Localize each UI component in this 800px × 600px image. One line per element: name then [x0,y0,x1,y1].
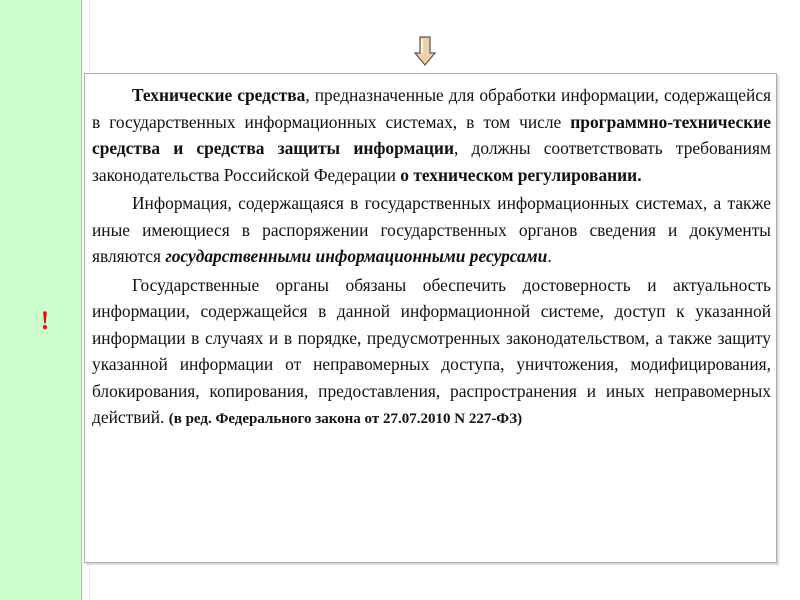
term-protection-means: программно-технические средства и средства защиты информации [92,111,771,158]
paragraph-text: , должны соответствовать требованиям законодательства Российской Федерации [92,138,771,185]
paragraph-text: Информация, содержащаяся в государственных информационных системах, а также иные имеющиеся в распоряжении государственных органов сведения и документы являются [92,193,771,266]
law-reference: (в ред. Федерального закона от 27.07.2010 N 227-ФЗ) [168,411,523,427]
paragraph-technical-means [92,82,771,188]
term-state-info-resources: государственными информационными ресурсами [165,246,548,266]
left-side-strip [0,0,82,600]
down-arrow-icon [414,36,436,66]
term-technical-means: Технические средства [132,85,306,105]
paragraph-information-resources [92,190,771,270]
exclamation-marker: ! [40,306,50,335]
main-text-box [84,73,777,563]
term-tech-regulation: о техническом регулировании. [400,164,642,185]
paragraph-text: , предназначенные для обработки информации, содержащейся в государственных информационных системах, в том числе [92,85,771,132]
paragraph-text: Государственные органы обязаны обеспечить достоверность и актуальность информации, содержащейся в данной информационной системе, доступ к указанной информации в случаях и в порядке, предусмотренных законодательством, а также защиту указанной информации от неправомерных доступа, уничтожения, модифицирования, блокирования, копирования, предоставления, распространения и иных неправомерных действий. [92,274,771,427]
paragraph-state-obligations [92,272,771,433]
paragraph-text: . [547,246,552,266]
